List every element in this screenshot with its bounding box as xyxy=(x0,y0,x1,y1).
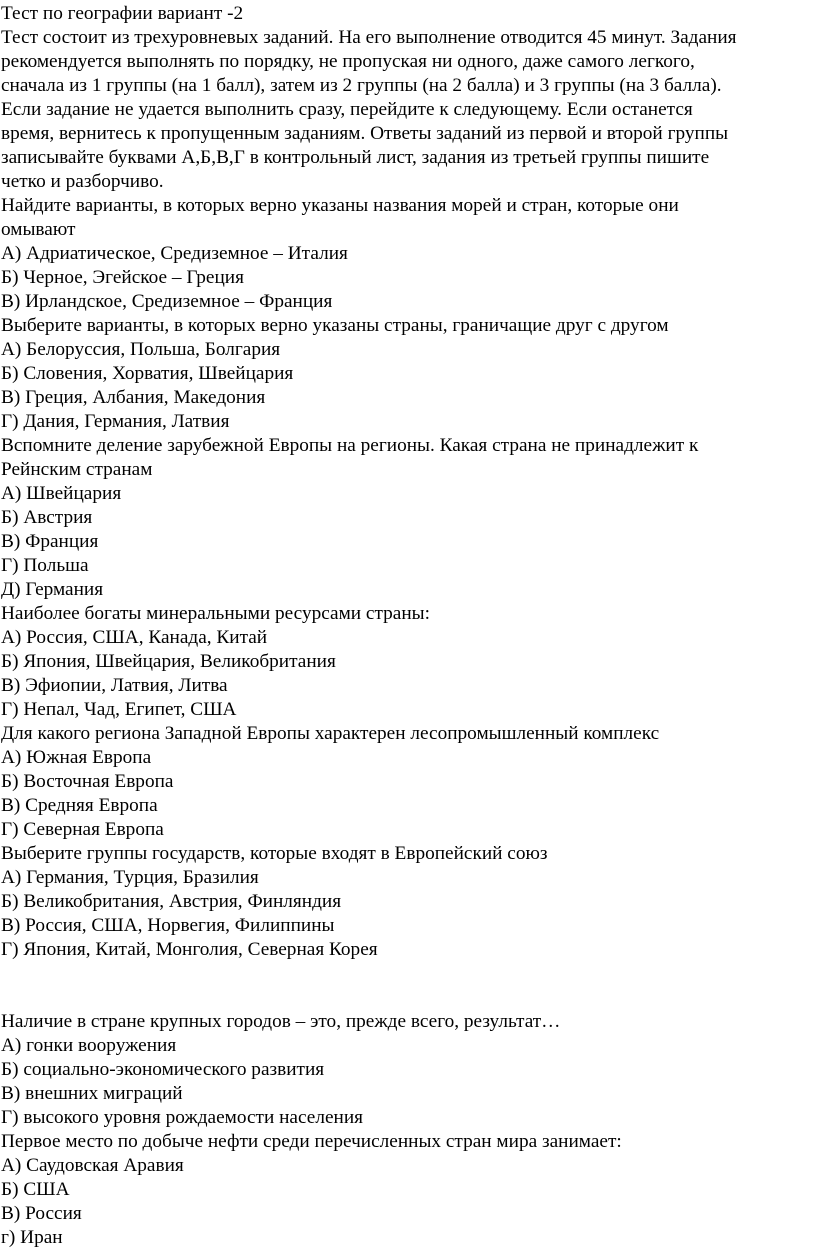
answer-option: А) Адриатическое, Средиземное – Италия xyxy=(1,243,348,264)
answer-option: В) внешних миграций xyxy=(1,1083,183,1104)
answer-option: Б) Великобритания, Австрия, Финляндия xyxy=(1,891,342,912)
question-8 xyxy=(1,1130,813,1250)
answer-option: В) Греция, Албания, Македония xyxy=(1,387,266,408)
page-title: Тест по географии вариант -2 xyxy=(1,3,244,24)
question-3 xyxy=(1,434,813,602)
answer-option: В) Франция xyxy=(1,531,99,552)
instructions-line: время, вернитесь к пропущенным заданиям. Ответы заданий из первой и второй группы xyxy=(1,123,729,144)
question-text: Выберите группы государств, которые входят в Европейский союз xyxy=(1,843,548,864)
answer-option: В) Эфиопии, Латвия, Литва xyxy=(1,675,228,696)
question-text: Рейнским странам xyxy=(1,459,153,480)
question-text: Первое место по добыче нефти среди перечисленных стран мира занимает: xyxy=(1,1131,622,1152)
answer-option: Г) Северная Европа xyxy=(1,819,164,840)
answer-option: А) Саудовская Аравия xyxy=(1,1155,184,1176)
answer-option: А) Южная Европа xyxy=(1,747,152,768)
answer-option: В) Россия, США, Норвегия, Филиппины xyxy=(1,915,335,936)
answer-option: Г) высокого уровня рождаемости населения xyxy=(1,1107,364,1128)
answer-option: А) Швейцария xyxy=(1,483,122,504)
question-6 xyxy=(1,842,813,962)
question-text: Для какого региона Западной Европы характерен лесопромышленный комплекс xyxy=(1,723,660,744)
answer-option: Г) Непал, Чад, Египет, США xyxy=(1,699,237,720)
answer-option: А) Белоруссия, Польша, Болгария xyxy=(1,339,281,360)
answer-option: Б) Восточная Европа xyxy=(1,771,174,792)
answer-option: Б) США xyxy=(1,1179,70,1200)
answer-option: В) Ирландское, Средиземное – Франция xyxy=(1,291,333,312)
instructions xyxy=(1,26,813,194)
answer-option: В) Россия xyxy=(1,1203,82,1224)
answer-option: Г) Польша xyxy=(1,555,89,576)
document-body xyxy=(1,2,813,1250)
question-7 xyxy=(1,1010,813,1130)
answer-option: г) Иран xyxy=(1,1227,63,1248)
instructions-line: записывайте буквами А,Б,В,Г в контрольный лист, задания из третьей группы пишите xyxy=(1,147,710,168)
answer-option: В) Средняя Европа xyxy=(1,795,158,816)
question-text: Найдите варианты, в которых верно указаны названия морей и стран, которые они xyxy=(1,195,679,216)
answer-option: Г) Дания, Германия, Латвия xyxy=(1,411,230,432)
question-text: омывают xyxy=(1,219,76,240)
answer-option: А) Германия, Турция, Бразилия xyxy=(1,867,259,888)
question-4 xyxy=(1,602,813,722)
question-2 xyxy=(1,314,813,434)
answer-option: Б) социально-экономического развития xyxy=(1,1059,325,1080)
question-text: Наличие в стране крупных городов – это, прежде всего, результат… xyxy=(1,1011,561,1032)
answer-option: А) Россия, США, Канада, Китай xyxy=(1,627,268,648)
instructions-line: четко и разборчиво. xyxy=(1,171,164,192)
instructions-line: рекомендуется выполнять по порядку, не пропуская ни одного, даже самого легкого, xyxy=(1,51,695,72)
answer-option: Б) Черное, Эгейское – Греция xyxy=(1,267,244,288)
question-text: Выберите варианты, в которых верно указаны страны, граничащие друг с другом xyxy=(1,315,669,336)
instructions-line: Тест состоит из трехуровневых заданий. На его выполнение отводится 45 минут. Задания xyxy=(1,27,737,48)
answer-option: Д) Германия xyxy=(1,579,104,600)
answer-option: Б) Словения, Хорватия, Швейцария xyxy=(1,363,294,384)
answer-option: Г) Япония, Китай, Монголия, Северная Корея xyxy=(1,939,378,960)
question-1 xyxy=(1,194,813,314)
answer-option: А) гонки вооружения xyxy=(1,1035,177,1056)
question-text: Вспомните деление зарубежной Европы на регионы. Какая страна не принадлежит к xyxy=(1,435,699,456)
answer-option: Б) Австрия xyxy=(1,507,93,528)
blank-space xyxy=(1,962,813,1010)
answer-option: Б) Япония, Швейцария, Великобритания xyxy=(1,651,336,672)
instructions-line: Если задание не удается выполнить сразу, перейдите к следующему. Если останется xyxy=(1,99,693,120)
question-text: Наиболее богаты минеральными ресурсами страны: xyxy=(1,603,430,624)
instructions-line: сначала из 1 группы (на 1 балл), затем из 2 группы (на 2 балла) и 3 группы (на 3 балла). xyxy=(1,75,722,96)
question-5 xyxy=(1,722,813,842)
